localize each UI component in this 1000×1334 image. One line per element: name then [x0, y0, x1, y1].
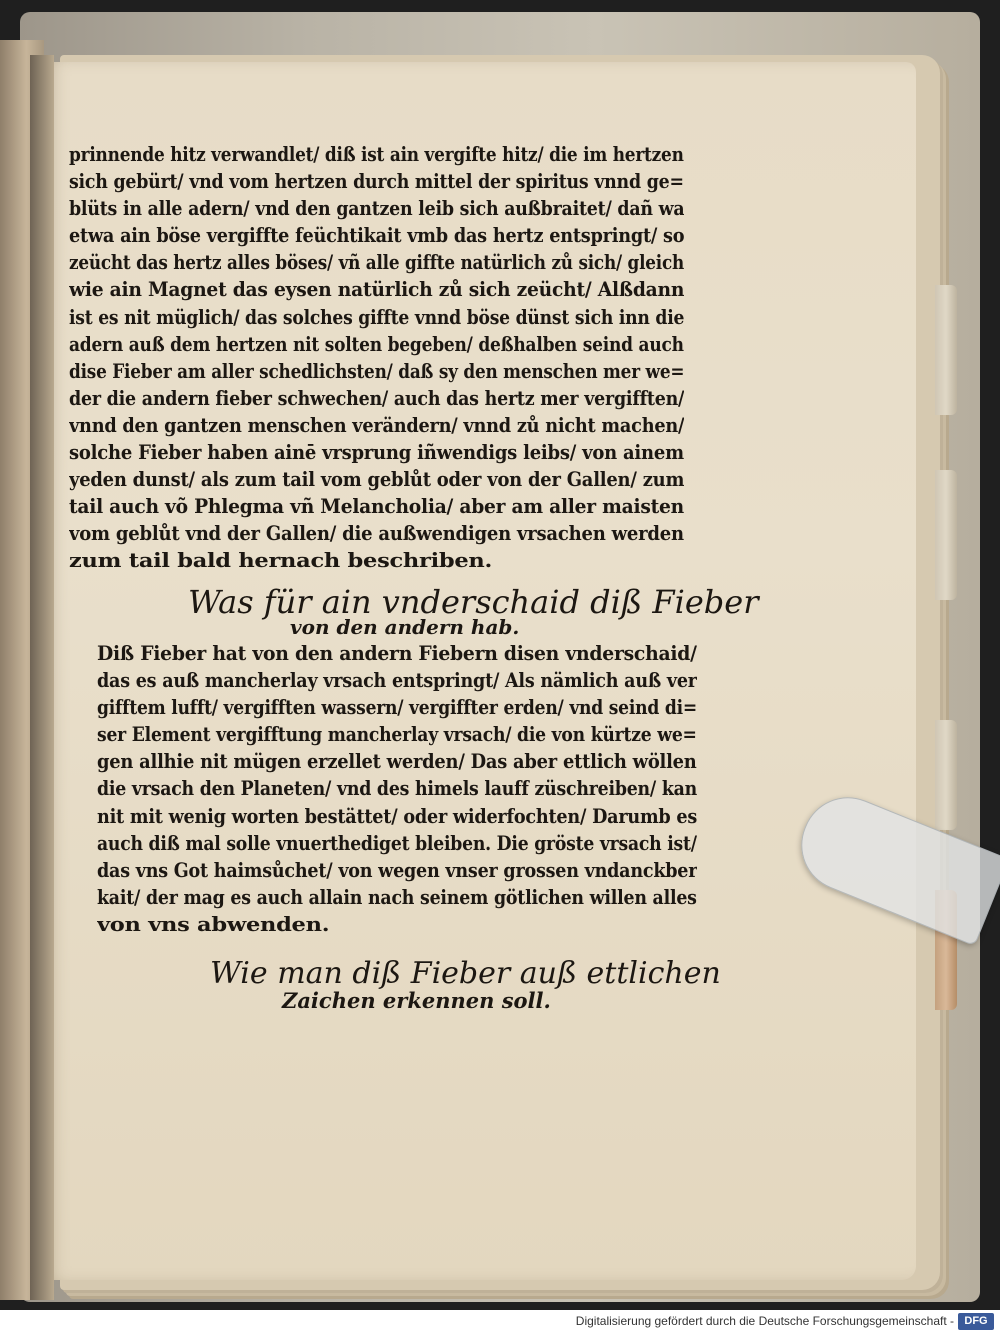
- text-line: prinnende hitz verwandlet/ diß ist ain vergifte hitz/ die im hertzen: [69, 143, 684, 166]
- text-line: Diß Fieber hat von den andern Fiebern disen vnderschaid/: [97, 642, 697, 665]
- text-line: solche Fieber haben ainē vrsprung iñwendigs leibs/ von ainem: [69, 441, 684, 465]
- paragraph-2: [97, 640, 697, 938]
- text-line: nit mit wenig worten bestättet/ oder widerfochten/ Darumb es: [97, 804, 697, 828]
- text-line: vnnd den gantzen menschen verändern/ vnnd zů nicht machen/: [69, 413, 684, 437]
- section-heading-1-sub: von den andern hab.: [290, 615, 520, 639]
- dfg-logo: DFG: [958, 1313, 994, 1330]
- section-heading-1: Was für ain vnderschaid diß Fieber: [188, 583, 759, 621]
- text-line: dise Fieber am aller schedlichsten/ daß sy den menschen mer we=: [69, 359, 684, 383]
- text-line: gifftem lufft/ vergifften wassern/ vergiffter erden/ vnd seind di=: [97, 696, 697, 720]
- text-line: adern auß dem hertzen nit solten begeben/ deßhalben seind auch: [69, 332, 684, 356]
- text-line: der die andern fieber schwechen/ auch das hertz mer vergifften/: [69, 386, 684, 410]
- text-line: zeücht das hertz alles böses/ vñ alle giffte natürlich zů sich/ gleich: [69, 251, 684, 275]
- binding-tab: [935, 470, 957, 600]
- text-line: gen allhie nit mügen erzellet werden/ Das aber ettlich wöllen: [97, 750, 697, 774]
- binding-tab: [935, 285, 957, 415]
- text-line: das vns Got haimsůchet/ von wegen vnser grossen vndanckber: [97, 858, 697, 882]
- text-line: das es auß mancherlay vrsach entspringt/ Als nämlich auß ver: [97, 669, 697, 693]
- text-line: tail auch võ Phlegma vñ Melancholia/ aber am aller maisten: [69, 495, 684, 519]
- text-line: kait/ der mag es auch allain nach seinem götlichen willen alles: [97, 885, 697, 909]
- binding-tab: [935, 720, 957, 830]
- funding-credit: Digitalisierung gefördert durch die Deutsche Forschungsgemeinschaft -: [575, 1314, 954, 1328]
- text-line: auch diß mal solle vnuerthediget bleiben. Die gröste vrsach ist/: [97, 831, 697, 855]
- text-line: von vns abwenden.: [97, 912, 330, 936]
- paragraph-1: [69, 141, 684, 575]
- text-line: yeden dunst/ als zum tail vom geblůt oder von der Gallen/ zum: [69, 468, 684, 492]
- text-line: wie ain Magnet das eysen natürlich zů sich zeücht/ Alßdann: [69, 278, 684, 302]
- text-line: zum tail bald hernach beschriben.: [69, 549, 493, 573]
- section-heading-2-sub: Zaichen erkennen soll.: [282, 988, 551, 1013]
- text-line: ser Element vergifftung mancherlay vrsach/ die von kürtze we=: [97, 723, 697, 747]
- text-line: blüts in alle adern/ vnd den gantzen leib sich außbraitet/ dañ wa: [69, 197, 684, 221]
- text-line: etwa ain böse vergiffte feüchtikait vmb das hertz entspringt/ so: [69, 224, 684, 248]
- gutter: [30, 55, 54, 1300]
- footer-bar: [0, 1310, 1000, 1334]
- text-line: die vrsach den Planeten/ vnd des himels lauff züschreiben/ kan: [97, 777, 697, 801]
- text-line: vom geblůt vnd der Gallen/ die außwendigen vrsachen werden: [69, 522, 684, 546]
- text-line: sich gebürt/ vnd vom hertzen durch mittel der spiritus vnnd ge=: [69, 170, 684, 194]
- text-line: ist es nit müglich/ das solches giffte vnnd böse dünst sich inn die: [69, 305, 684, 329]
- section-heading-2: Wie man diß Fieber auß ettlichen: [210, 956, 721, 991]
